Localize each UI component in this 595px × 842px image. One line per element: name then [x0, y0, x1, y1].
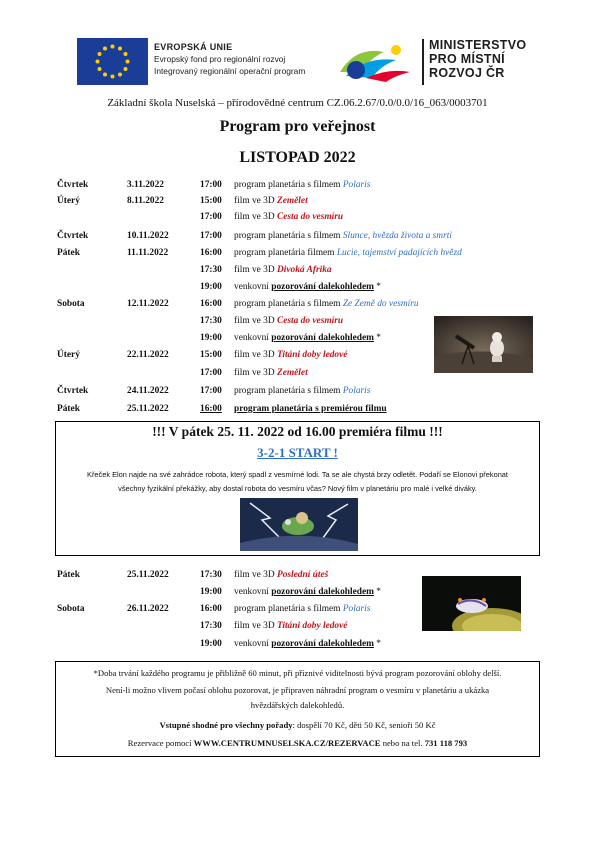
schedule-time: 17:30: [200, 621, 222, 631]
schedule-time: 17:00: [200, 231, 222, 241]
schedule-row: [0, 386, 595, 401]
premiere-desc-line-1: Křeček Elon najde na své zahrádce robota, který spadl z vesmírné lodi. Ta se ale chystá brzy odletět. Podaří se Elonovi překonat: [87, 470, 508, 479]
schedule-description: [234, 368, 308, 378]
schedule-description: [234, 333, 381, 343]
schedule-description: [234, 621, 347, 631]
film-title: Poslední úteš: [276, 570, 329, 580]
schedule-time: 16:00: [200, 248, 222, 258]
eu-line-1: EVROPSKÁ UNIE: [154, 42, 233, 52]
schedule-time: 15:00: [200, 350, 222, 360]
schedule-description: [234, 386, 370, 396]
eu-line-3: Integrovaný regionální operační program: [154, 66, 306, 76]
astronaut-telescope-image: [434, 316, 533, 373]
schedule-row: [0, 299, 595, 314]
sea-slug-image: [422, 576, 521, 631]
eu-star: [123, 67, 127, 71]
price-label: Vstupné shodné pro všechny pořady: [159, 720, 293, 730]
schedule-row: [0, 196, 595, 211]
ministry-divider: [422, 39, 424, 85]
film-title: Titáni doby ledové: [276, 350, 348, 360]
reservation-phone[interactable]: 731 118 793: [424, 738, 468, 748]
schedule-time: 16:00: [200, 299, 222, 309]
schedule-description: [234, 231, 452, 241]
schedule-day: Sobota: [57, 299, 85, 309]
schedule-day: Čtvrtek: [57, 180, 89, 190]
program-type: program planetária s premiérou filmu: [234, 404, 387, 414]
schedule-time: 19:00: [200, 282, 222, 292]
eu-star: [98, 52, 102, 56]
film-title: pozorování dalekohledem: [271, 333, 374, 343]
schedule-day: Pátek: [57, 404, 80, 414]
schedule-row: [0, 248, 595, 263]
program-type: program planetária filmem: [234, 248, 337, 258]
schedule-time: 17:30: [200, 316, 222, 326]
schedule-description: [234, 570, 328, 580]
eu-star: [111, 45, 115, 49]
premiere-headline: !!! V pátek 25. 11. 2022 od 16.00 premiéra filmu !!!: [152, 424, 443, 439]
eu-logo-text: [154, 41, 305, 77]
film-title: Ze Země do vesmíru: [342, 299, 419, 309]
schedule-time: 19:00: [200, 639, 222, 649]
schedule-date: 25.11.2022: [127, 570, 169, 580]
footer-note-1: *Doba trvání každého programu je přibližně 60 minut, při příznivé viditelnosti bývá program pozorování oblohy delší.: [93, 668, 502, 678]
schedule-row: [0, 282, 595, 297]
program-type: venkovní: [234, 587, 272, 597]
schedule-time: 17:30: [200, 570, 222, 580]
footer-note-3: hvězdářských dalekohledů.: [250, 700, 345, 710]
program-type: film ve 3D: [234, 621, 277, 631]
footnote-mark: *: [373, 587, 381, 597]
eu-star: [111, 75, 115, 79]
program-type: film ve 3D: [234, 265, 277, 275]
schedule-description: [234, 265, 332, 275]
film-title: Cesta do vesmíru: [276, 316, 344, 326]
schedule-date: 10.11.2022: [127, 231, 169, 241]
film-title: pozorování dalekohledem: [271, 587, 374, 597]
schedule-time: 19:00: [200, 333, 222, 343]
film-title: Lucie, tajemství padajících hvězd: [336, 248, 462, 258]
program-type: program planetária s filmem: [234, 604, 343, 614]
eu-star: [118, 47, 122, 51]
schedule-day: Úterý: [57, 350, 80, 360]
schedule-day: Sobota: [57, 604, 85, 614]
eu-line-2: Evropský fond pro regionální rozvoj: [154, 54, 286, 64]
eu-star: [98, 67, 102, 71]
ministry-line-3: ROZVOJ ČR: [429, 66, 505, 80]
footer-reservation: [60, 735, 535, 752]
program-type: film ve 3D: [234, 316, 277, 326]
eu-star: [126, 60, 130, 64]
ministry-line-1: MINISTERSTVO: [429, 38, 527, 52]
schedule-row: [0, 265, 595, 280]
schedule-description: [234, 196, 308, 206]
schedule-time: 17:30: [200, 265, 222, 275]
schedule-row: [0, 231, 595, 246]
program-type: program planetária s filmem: [234, 299, 343, 309]
premiere-description: [62, 468, 533, 496]
schedule-day: Pátek: [57, 248, 80, 258]
reservation-url-link[interactable]: WWW.CENTRUMNUSELSKA.CZ/REZERVACE: [193, 738, 381, 748]
program-type: film ve 3D: [234, 212, 277, 222]
eu-star: [123, 52, 127, 56]
footnote-mark: *: [373, 639, 381, 649]
schedule-description: [234, 350, 347, 360]
schedule-description: [234, 316, 343, 326]
film-title: Zemělet: [276, 196, 308, 206]
program-type: venkovní: [234, 282, 272, 292]
schedule-time: 16:00: [200, 604, 222, 614]
schedule-description: [234, 212, 343, 222]
schedule-day: Čtvrtek: [57, 231, 89, 241]
schedule-time: 17:00: [200, 180, 222, 190]
schedule-date: 3.11.2022: [127, 180, 164, 190]
schedule-description: [234, 587, 381, 597]
schedule-description: [234, 404, 387, 414]
schedule-time: 19:00: [200, 587, 222, 597]
film-title: Cesta do vesmíru: [276, 212, 344, 222]
schedule-description: [234, 282, 381, 292]
schedule-description: [234, 639, 381, 649]
film-title: Slunce, hvězda života a smrti: [342, 231, 452, 241]
program-type: program planetária s filmem: [234, 231, 343, 241]
schedule-day: Úterý: [57, 196, 80, 206]
film-title: pozorování dalekohledem: [271, 282, 374, 292]
eu-flag-logo: [77, 38, 148, 85]
footer-note-2: Není-li možno vlivem počasí oblohu pozorovat, je připraven náhradní program o vesmíru v planetáriu a ukázka: [105, 685, 490, 695]
schedule-row: [0, 639, 595, 654]
schedule-date: 22.11.2022: [127, 350, 169, 360]
footnote-mark: *: [373, 333, 381, 343]
schedule-date: 25.11.2022: [127, 404, 169, 414]
schedule-date: 12.11.2022: [127, 299, 169, 309]
page-title: Program pro veřejnost: [219, 118, 376, 135]
film-title: Zemělet: [276, 368, 308, 378]
reservation-mid: nebo na tel.: [380, 738, 425, 748]
school-line: Základní škola Nuselská – přírodovědné centrum CZ.06.2.67/0.0/0.0/16_063/0003701: [107, 97, 488, 109]
ministry-logo: [336, 42, 414, 82]
footnote-mark: *: [373, 282, 381, 292]
month-title: LISTOPAD 2022: [239, 149, 356, 166]
program-type: program planetária s filmem: [234, 386, 343, 396]
program-type: venkovní: [234, 333, 272, 343]
schedule-time: 17:00: [200, 386, 222, 396]
schedule-date: 24.11.2022: [127, 386, 169, 396]
film-title: Polaris: [342, 180, 371, 190]
eu-star: [103, 72, 107, 76]
program-type: film ve 3D: [234, 570, 277, 580]
schedule-date: 11.11.2022: [127, 248, 169, 258]
schedule-day: Pátek: [57, 570, 80, 580]
eu-star: [96, 60, 100, 64]
schedule-time: 17:00: [200, 212, 222, 222]
schedule-description: [234, 248, 462, 258]
schedule-time: 15:00: [200, 196, 222, 206]
schedule-description: [234, 299, 419, 309]
ministry-text: [429, 38, 526, 80]
reservation-prefix: Rezervace pomocí: [127, 738, 194, 748]
film-title: Polaris: [342, 386, 371, 396]
program-type: film ve 3D: [234, 350, 277, 360]
schedule-date: 8.11.2022: [127, 196, 164, 206]
film-title: Titáni doby ledové: [276, 621, 348, 631]
film-title: Divoká Afrika: [276, 265, 332, 275]
program-type: film ve 3D: [234, 368, 277, 378]
price-text: : dospělí 70 Kč, děti 50 Kč, senioři 50 Kč: [292, 720, 436, 730]
film-title: Polaris: [342, 604, 371, 614]
eu-star: [103, 47, 107, 51]
schedule-day: Čtvrtek: [57, 386, 89, 396]
program-type: venkovní: [234, 639, 272, 649]
schedule-description: [234, 604, 370, 614]
program-type: film ve 3D: [234, 196, 277, 206]
schedule-date: 26.11.2022: [127, 604, 169, 614]
film-title: pozorování dalekohledem: [271, 639, 374, 649]
schedule-time: 16:00: [200, 404, 222, 414]
footer-prices: [60, 717, 535, 734]
schedule-row: [0, 404, 595, 419]
premiere-desc-line-2: všechny fyzikální překážky, aby dostal robota do vesmíru včas? Nový film v planetáriu pro malé i velké diváky.: [118, 484, 477, 493]
program-type: program planetária s filmem: [234, 180, 343, 190]
schedule-row: [0, 180, 595, 195]
schedule-row: [0, 212, 595, 227]
premiere-film-link[interactable]: 3-2-1 START !: [257, 445, 338, 460]
ministry-line-2: PRO MÍSTNÍ: [429, 52, 505, 66]
hamster-robot-image: [240, 498, 358, 551]
schedule-description: [234, 180, 370, 190]
eu-star: [118, 72, 122, 76]
schedule-time: 17:00: [200, 368, 222, 378]
